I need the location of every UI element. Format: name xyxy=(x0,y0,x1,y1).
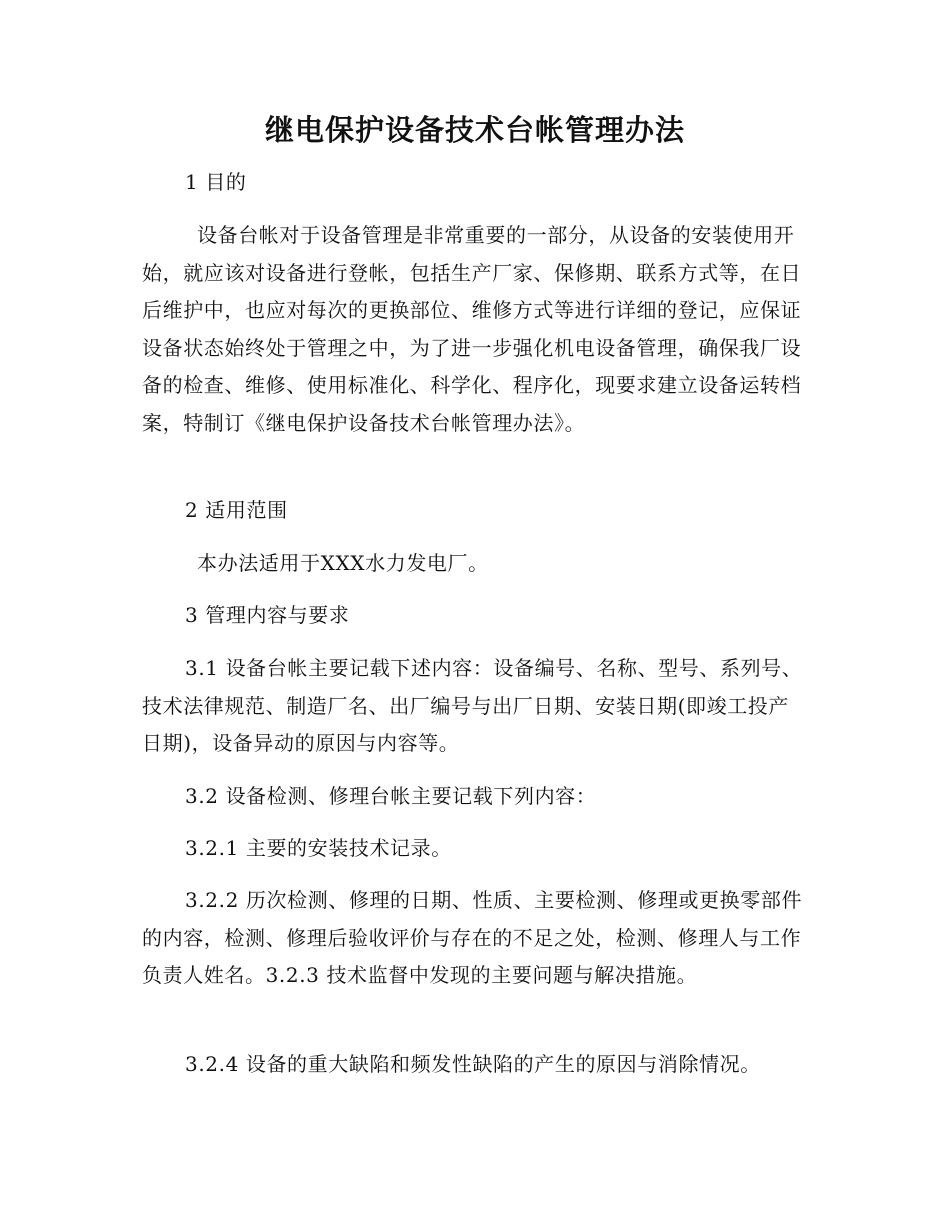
section-3-2-paragraph: 3.2 设备检测、修理台帐主要记载下列内容： xyxy=(185,784,597,808)
section-3-1-paragraph: 3.1 设备台帐主要记载下述内容：设备编号、名称、型号、系列号、技术法律规范、制造厂名、出厂编号与出厂日期、安装日期(即竣工投产日期)，设备异动的原因与内容等。 xyxy=(142,656,803,755)
section-3-2-4-paragraph: 3.2.4 设备的重大缺陷和频发性缺陷的产生的原因与消除情况。 xyxy=(185,1052,761,1076)
document-title: 继电保护设备技术台帐管理办法 xyxy=(264,113,685,147)
section-3-2-2-paragraph: 3.2.2 历次检测、修理的日期、性质、主要检测、修理或更换零部件的内容，检测、修理后验收评价与存在的不足之处，检测、修理人与工作负责人姓名。3.2.3 技术监督中发现的主要问题与解决措施。 xyxy=(142,888,803,987)
section-3-2-1-paragraph: 3.2.1 主要的安装技术记录。 xyxy=(185,836,452,860)
section-1-paragraph: 设备台帐对于设备管理是非常重要的一部分，从设备的安装使用开始，就应该对设备进行登帐，包括生产厂家、保修期、联系方式等，在日后维护中，也应对每次的更换部位、维修方式等进行详细的登记，应保证设备状态始终处于管理之中，为了进一步强化机电设备管理，确保我厂设备的检查、维修、使用标准化、科学化、程序化，现要求建立设备运转档案，特制订《继电保护设备技术台帐管理办法》。 xyxy=(142,223,802,435)
section-2-heading: 2 适用范围 xyxy=(185,498,288,522)
section-1-heading: 1 目的 xyxy=(185,170,247,194)
section-3-heading: 3 管理内容与要求 xyxy=(185,603,350,627)
section-2-paragraph: 本办法适用于XXX水力发电厂。 xyxy=(197,551,489,575)
